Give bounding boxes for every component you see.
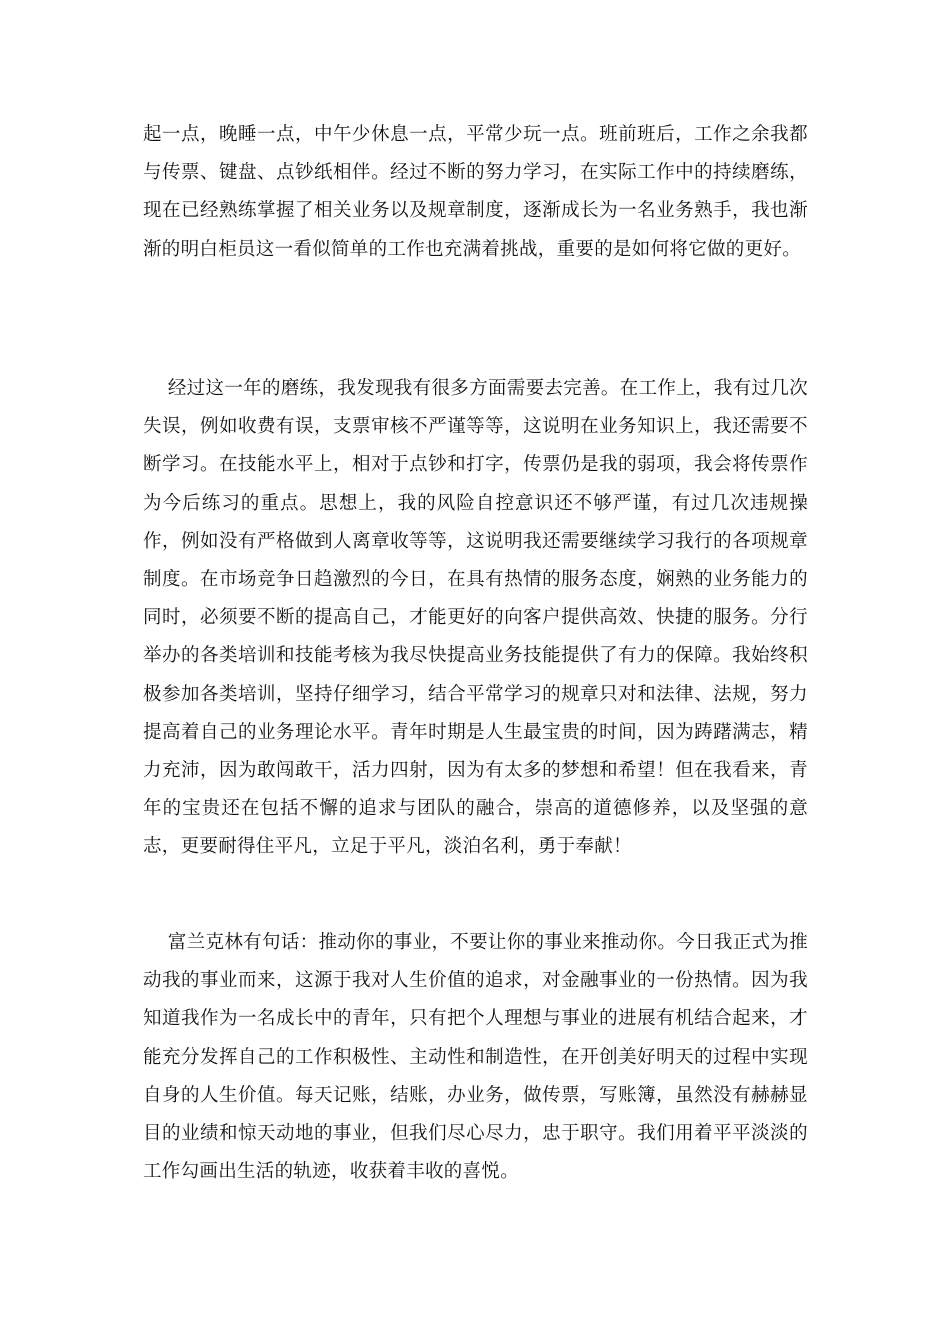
paragraph-indent [143,932,168,953]
paragraph-2-text: 经过这一年的磨练，我发现我有很多方面需要去完善。在工作上，我有过几次失误，例如收费有误，支票审核不严谨等等，这说明在业务知识上，我还需要不断学习。在技能水平上，相对于点钞和打字，传票仍是我的弱项，我会将传票作为今后练习的重点。思想上，我的风险自控意识还不够严谨，有过几次违规操作，例如没有严格做到人离章收等等，这说明我还需要继续学习我行的各项规章制度。在市场竞争日趋激烈的今日，在具有热情的服务态度，娴熟的业务能力的同时，必须要不断的提高自己，才能更好的向客户提供高效、快捷的服务。分行举办的各类培训和技能考核为我尽快提高业务技能提供了有力的保障。我始终积极参加各类培训，坚持仔细学习，结合平常学习的规章只对和法律、法规，努力提高着自己的业务理论水平。青年时期是人生最宝贵的时间，因为踌躇满志，精力充沛，因为敢闯敢干，活力四射，因为有太多的梦想和希望！但在我看来，青年的宝贵还在包括不懈的追求与团队的融合，崇高的道德修养，以及坚强的意志，更要耐得住平凡，立足于平凡，淡泊名利，勇于奉献！ [143,378,808,858]
paragraph-3 [143,924,808,1191]
paragraph-2 [143,370,808,867]
paragraph-indent [143,378,168,399]
paragraph-3-text: 富兰克林有句话：推动你的事业，不要让你的事业来推动你。今日我正式为推动我的事业而来，这源于我对人生价值的追求，对金融事业的一份热情。因为我知道我作为一名成长中的青年，只有把个人理想与事业的进展有机结合起来，才能充分发挥自己的工作积极性、主动性和制造性，在开创美好明天的过程中实现自身的人生价值。每天记账，结账，办业务，做传票，写账簿，虽然没有赫赫显目的业绩和惊天动地的事业，但我们尽心尽力，忠于职守。我们用着平平淡淡的工作勾画出生活的轨迹，收获着丰收的喜悦。 [143,932,808,1183]
paragraph-1: 起一点，晚睡一点，中午少休息一点，平常少玩一点。班前班后，工作之余我都与传票、键盘、点钞纸相伴。经过不断的努力学习，在实际工作中的持续磨练，现在已经熟练掌握了相关业务以及规章制度，逐渐成长为一名业务熟手，我也渐渐的明白柜员这一看似简单的工作也充满着挑战，重要的是如何将它做的更好。 [143,124,808,260]
